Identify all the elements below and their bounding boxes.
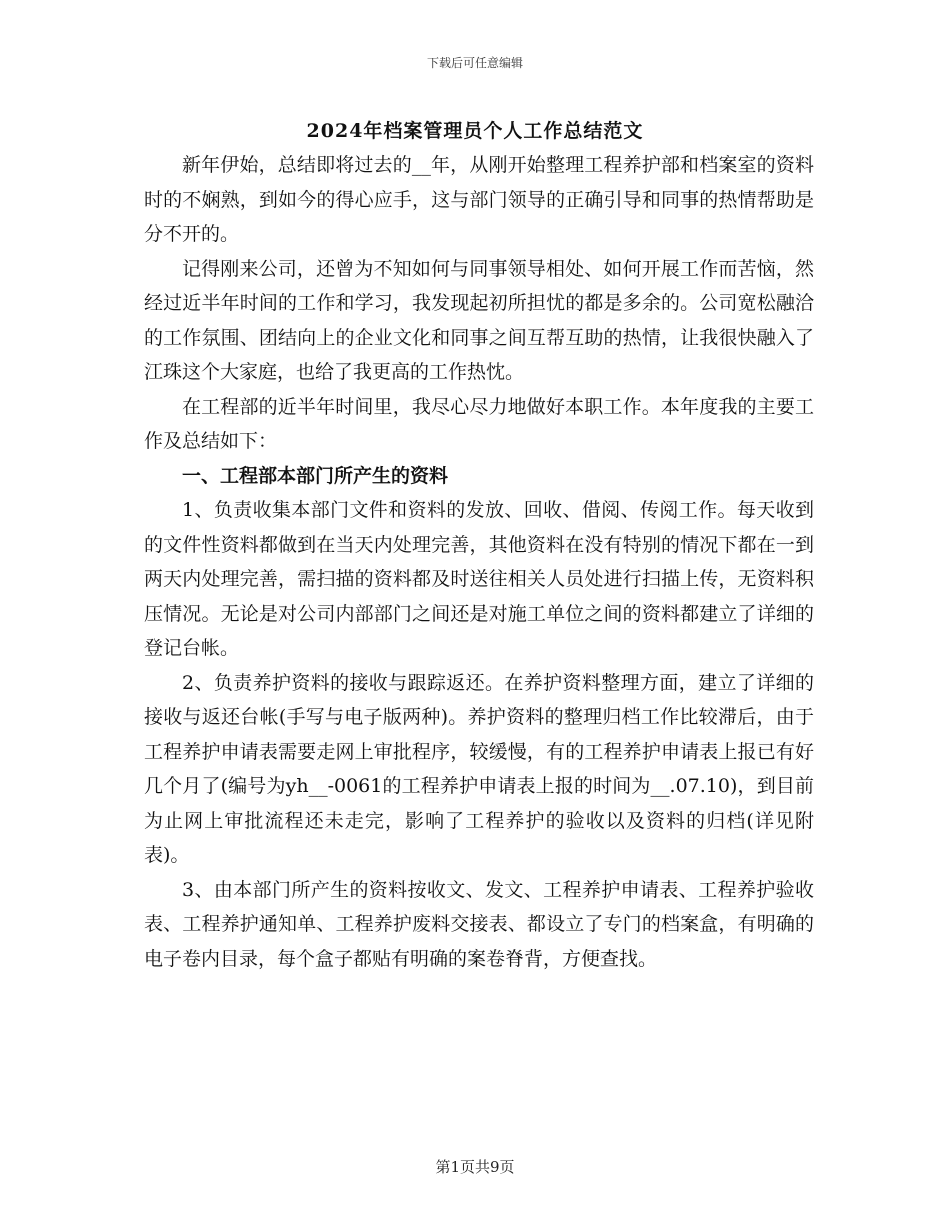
paragraph-work-overview: 在工程部的近半年时间里，我尽心尽力地做好本职工作。本年度我的主要工作及总结如下： bbox=[144, 395, 814, 452]
header-note: 下载后可任意编辑 bbox=[426, 56, 523, 70]
paragraph-item-2: 2、负责养护资料的接收与跟踪返还。在养护资料整理方面，建立了详细的接收与返还台帐(手写与电子版两种)。养护资料的整理归档工作比较滞后，由于工程养护申请表需要走网上审批程序，较缓慢，有的工程养护申请表上报已有好几个月了(编号为yh__-0061的工程养护申请表上报的时间为__.07.10)，到目前为止网上审批流程还未走完，影响了工程养护的验收以及资料的归档(详见附表)。 bbox=[144, 671, 814, 866]
paragraph-intro: 新年伊始，总结即将过去的__年，从刚开始整理工程养护部和档案室的资料时的不娴熟，到如今的得心应手，这与部门领导的正确引导和同事的热情帮助是分不开的。 bbox=[144, 154, 814, 245]
paragraph-joining-company: 记得刚来公司，还曾为不知如何与同事领导相处、如何开展工作而苦恼，然经过近半年时间的工作和学习，我发现起初所担忧的都是多余的。公司宽松融洽的工作氛围、团结向上的企业文化和同事之间互帮互助的热情，让我很快融入了江珠这个大家庭，也给了我更高的工作热忱。 bbox=[144, 257, 814, 383]
page-number: 第1页共9页 bbox=[435, 1158, 515, 1176]
paragraph-item-3: 3、由本部门所产生的资料按收文、发文、工程养护申请表、工程养护验收表、工程养护通知单、工程养护废料交接表、都设立了专门的档案盒，有明确的电子卷内目录，每个盒子都贴有明确的案卷脊背，方便查找。 bbox=[144, 878, 814, 970]
section-heading-1: 一、工程部本部门所产生的资料 bbox=[182, 464, 449, 487]
document-title: 2024年档案管理员个人工作总结范文 bbox=[306, 120, 644, 142]
document-body bbox=[144, 148, 814, 976]
paragraph-item-1: 1、负责收集本部门文件和资料的发放、回收、借阅、传阅工作。每天收到的文件性资料都做到在当天内处理完善，其他资料在没有特别的情况下都在一到两天内处理完善，需扫描的资料都及时送往相关人员处进行扫描上传，无资料积压情况。无论是对公司内部部门之间还是对施工单位之间的资料都建立了详细的登记台帐。 bbox=[144, 499, 814, 659]
